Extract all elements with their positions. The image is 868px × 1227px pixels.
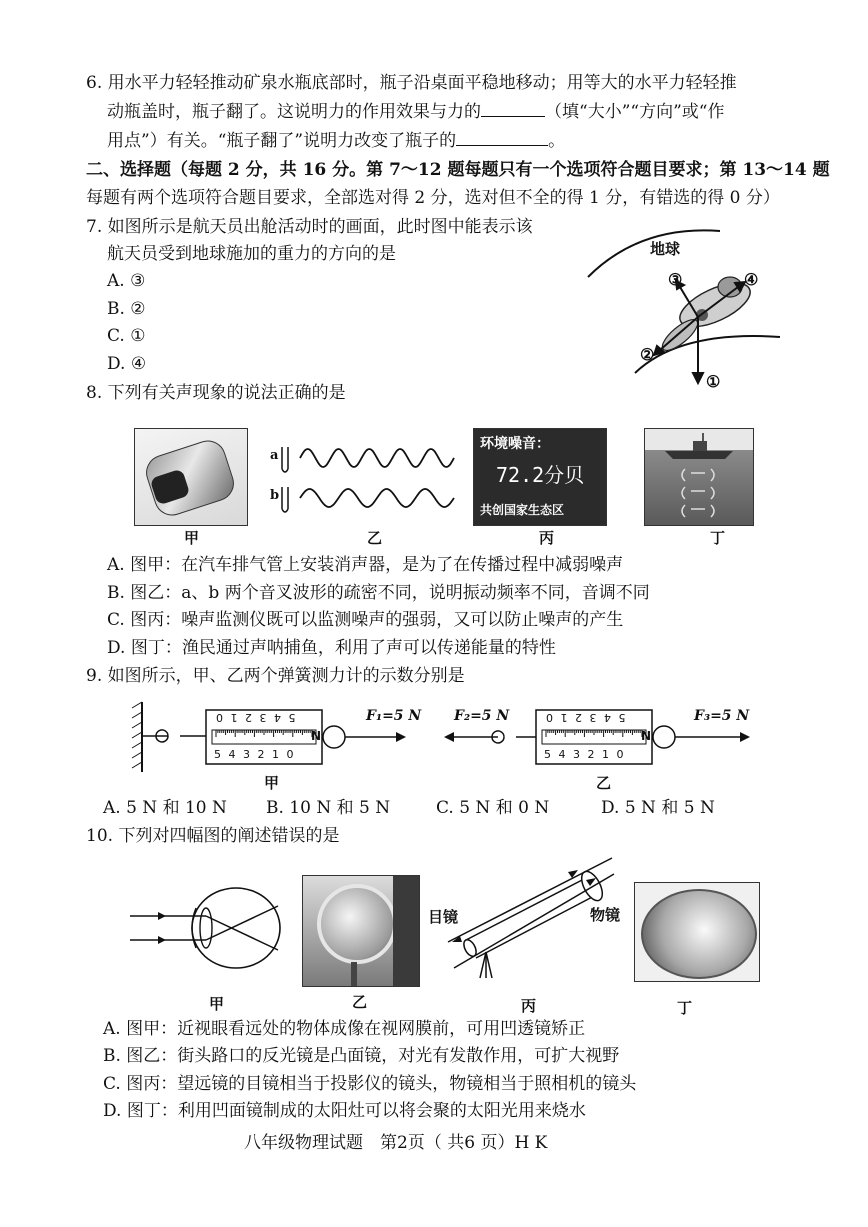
q9-caption-jia: 甲 (264, 774, 280, 792)
scale-digits-bottom-yi: 5 4 3 2 1 0 (544, 748, 626, 761)
muffler-photo (134, 428, 248, 526)
cooker-dish (641, 889, 757, 979)
q6-line2-text: 动瓶盖时，瓶子翻了。这说明力的作用效果与力的 (107, 102, 481, 122)
q6-line2 (107, 99, 724, 125)
scale-digits-top-yi: 5 4 3 2 1 0 (544, 711, 626, 724)
q7-option-a[interactable]: A. ③ (107, 271, 146, 291)
q7-stem-line1: 7. 如图所示是航天员出舱活动时的画面，此时图中能表示该 (86, 217, 533, 237)
q10-stem: 10. 下列对四幅图的阐述错误的是 (86, 826, 340, 846)
section2-line2: 每题有两个选项符合题目要求，全部选对得 2 分，选对但不全的得 1 分，有错选的得 0 分） (86, 188, 780, 208)
sign-slogan: 共创国家生态区 (480, 503, 565, 517)
section2-line1: 二、选择题（每题 2 分，共 16 分。第 7～12 题每题只有一个选项符合题目要求；第 13～14 题 (86, 160, 830, 180)
scale-unit-yi: N (641, 729, 652, 743)
q8-option-b[interactable]: B. 图乙：a、b 两个音叉波形的疏密不同，说明振动频率不同，音调不同 (107, 583, 650, 603)
q8-caption-ding: 丁 (710, 529, 726, 547)
q10-option-b[interactable]: B. 图乙：街头路口的反光镜是凸面镜，对光有发散作用，可扩大视野 (103, 1046, 620, 1066)
q10-caption-ding: 丁 (677, 999, 693, 1017)
force-f1-label: F₁=5 N (366, 708, 422, 724)
mirror-post (351, 962, 357, 986)
roadside-trees (393, 876, 419, 986)
q9-stem: 9. 如图所示，甲、乙两个弹簧测力计的示数分别是 (86, 666, 465, 686)
q6-line2-text-b: （填“大小”“方向”或“作 (545, 102, 725, 122)
scale-digits-top-jia: 5 4 3 2 1 0 (214, 711, 296, 724)
q6-line3-text: 用点”）有关。“瓶子翻了”说明力改变了瓶子的 (107, 131, 457, 151)
sign-title: 环境噪音： (480, 436, 550, 452)
q6-line3 (107, 128, 565, 154)
eye-diagram (128, 878, 288, 978)
scale-unit-jia: N (311, 729, 322, 743)
wave-a (300, 449, 454, 467)
solar-cooker-photo (634, 882, 760, 982)
q10-caption-yi: 乙 (352, 993, 368, 1011)
tuning-fork-waves (268, 435, 458, 520)
q8-option-d[interactable]: D. 图丁：渔民通过声呐捕鱼，利用了声可以传递能量的特性 (107, 638, 556, 658)
q10-option-d[interactable]: D. 图丁：利用凹面镜制成的太阳灶可以将会聚的太阳光用来烧水 (103, 1101, 586, 1121)
arrow-3-label: ③ (668, 270, 683, 289)
q10-option-c[interactable]: C. 图丙：望远镜的目镜相当于投影仪的镜头，物镜相当于照相机的镜头 (103, 1074, 637, 1094)
q8-stem: 8. 下列有关声现象的说法正确的是 (86, 383, 346, 403)
scale-digits-bottom-jia: 5 4 3 2 1 0 (214, 748, 296, 761)
arrow-4-label: ④ (744, 270, 759, 289)
q7-stem-line2: 航天员受到地球施加的重力的方向的是 (107, 244, 396, 264)
convex-mirror-photo (302, 875, 420, 987)
q8-option-a[interactable]: A. 图甲：在汽车排气管上安装消声器，是为了在传播过程中减弱噪声 (107, 555, 624, 575)
q9-option-a[interactable]: A. 5 N 和 10 N (103, 798, 227, 818)
q8-option-c[interactable]: C. 图丙：噪声监测仪既可以监测噪声的强弱，又可以防止噪声的产生 (107, 610, 624, 630)
objective-label: 物镜 (590, 906, 621, 924)
q10-option-a[interactable]: A. 图甲：近视眼看远处的物体成像在视网膜前，可用凹透镜矫正 (103, 1019, 586, 1039)
page-footer: 八年级物理试题 第2页（ 共6 页）H K (244, 1133, 548, 1153)
q9-option-b[interactable]: B. 10 N 和 5 N (266, 798, 391, 818)
q10-caption-jia: 甲 (209, 995, 225, 1013)
wave-label-b: b (270, 488, 280, 503)
q8-caption-yi: 乙 (367, 529, 383, 547)
force-f2-label: F₂=5 N (454, 708, 510, 724)
arrow-1-label: ① (706, 372, 721, 391)
arrow-2-label: ② (640, 345, 655, 364)
q8-caption-jia: 甲 (184, 529, 200, 547)
wave-b (300, 489, 454, 507)
q9-caption-yi: 乙 (596, 774, 612, 792)
q6-line3-end: 。 (548, 131, 566, 151)
sonar-drawing (645, 429, 753, 525)
q7-option-d[interactable]: D. ④ (107, 354, 147, 374)
q6-blank-2[interactable] (456, 129, 548, 146)
q9-option-c[interactable]: C. 5 N 和 0 N (436, 798, 550, 818)
q8-caption-bing: 丙 (539, 529, 555, 547)
eyepiece-label: 目镜 (428, 908, 459, 926)
noise-value: 72.2分贝 (496, 463, 585, 487)
q7-option-b[interactable]: B. ② (107, 299, 146, 319)
mirror-frame (317, 884, 397, 964)
earth-label: 地球 (650, 240, 681, 258)
force-f3-label: F₃=5 N (694, 708, 750, 724)
q6-blank-1[interactable] (481, 100, 545, 117)
q7-option-c[interactable]: C. ① (107, 326, 146, 346)
astronaut-figure (580, 225, 790, 400)
q10-caption-bing: 丙 (521, 997, 537, 1015)
noise-sign-photo (473, 428, 607, 526)
telescope-diagram (436, 852, 616, 982)
wave-label-a: a (270, 448, 279, 463)
sonar-photo (644, 428, 754, 526)
q9-option-d[interactable]: D. 5 N 和 5 N (601, 798, 715, 818)
q6-line1: 6. 用水平力轻轻推动矿泉水瓶底部时，瓶子沿桌面平稳地移动；用等大的水平力轻轻推 (86, 73, 737, 93)
